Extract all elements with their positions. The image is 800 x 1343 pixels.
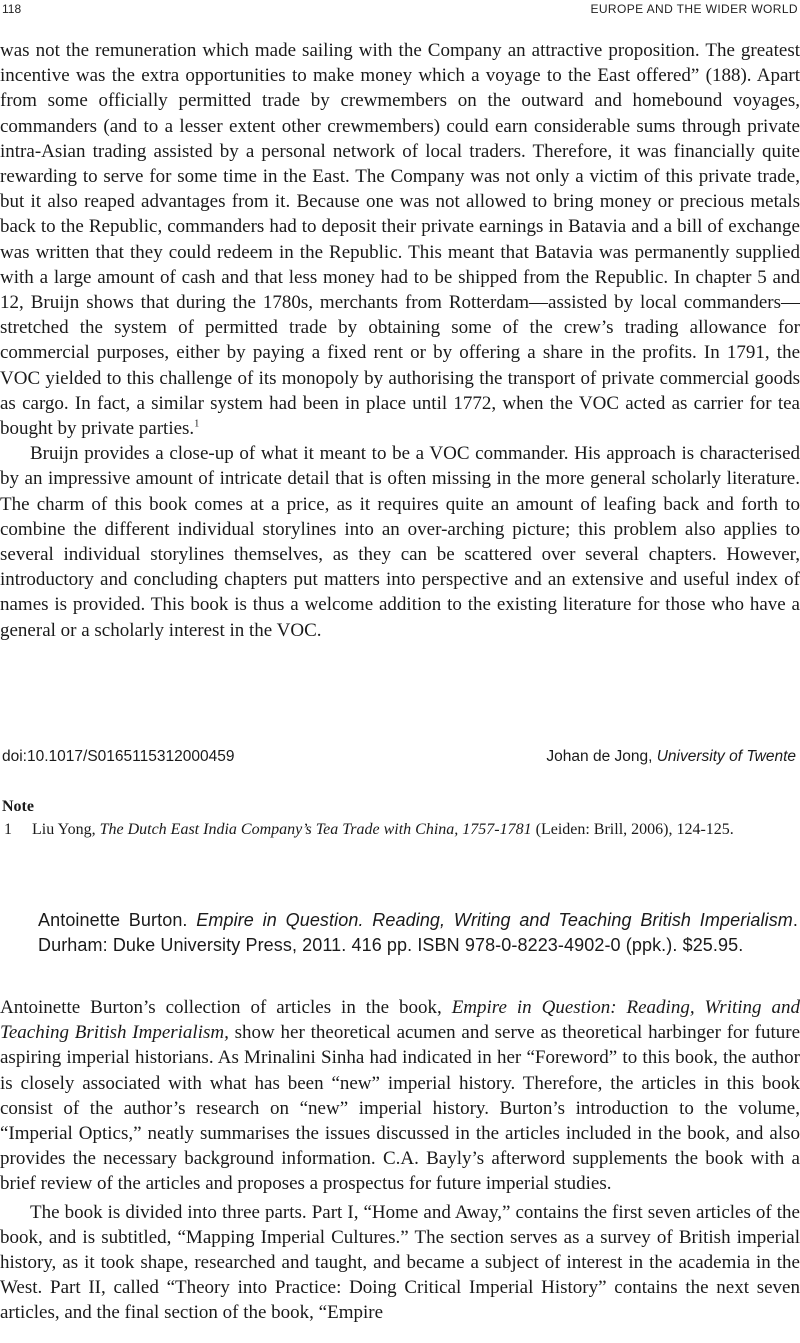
review-2-body <box>0 995 800 1326</box>
review-2-paragraph-1 <box>0 995 800 1197</box>
notes-section <box>0 796 800 841</box>
review-2-citation <box>38 908 798 958</box>
review-1-paragraph-2: Bruijn provides a close-up of what it meant to be a VOC commander. His approach is characterised by an impressive amount of intricate detail that is often missing in the more general scholarly literature. The charm of this book comes at a price, as it requires quite an amount of leafing back and forth to combine the different individual storylines into an over-arching picture; this problem also applies to several individual storylines themselves, as they can be scattered over several chapters. However, introductory and concluding chapters put matters into perspective and an extensive and useful index of names is provided. This book is thus a welcome addition to the existing literature for those who have a general or a scholarly interest in the VOC. <box>0 443 800 641</box>
book-title: Empire in Question. Reading, Writing and Teaching British Imperialism <box>196 910 793 930</box>
reviewer-affiliation: University of Twente <box>656 748 796 765</box>
review-1-paragraph-1 <box>0 38 800 441</box>
review-1-signature <box>0 748 800 770</box>
review-1-body <box>0 38 800 643</box>
page-number: 118 <box>2 2 22 16</box>
note-item <box>0 819 800 841</box>
book-publication: . Durham: Duke University Press, 2011. 416 pp. ISBN 978-0-8223-4902-0 (ppk.). $25.95. <box>38 910 799 955</box>
running-head: EUROPE AND THE WIDER WORLD <box>590 2 798 16</box>
note-details: (Leiden: Brill, 2006), 124-125. <box>535 821 734 838</box>
doi-link[interactable]: doi:10.1017/S0165115312000459 <box>2 748 235 765</box>
notes-heading: Note <box>2 798 34 815</box>
review-2-paragraph-2: The book is divided into three parts. Part I, “Home and Away,” contains the first seven articles of the book, and is subtitled, “Mapping Imperial Cultures.” The section serves as a survey of British imperial history, as it took shape, researched and taught, and became a subject of interest in the academia in the West. Part II, called “Theory into Practice: Doing Critical Imperial History” contains the next seven articles, and the final section of the book, “Empire <box>0 1201 800 1324</box>
reviewer-credit <box>546 748 796 766</box>
note-title: The Dutch East India Company’s Tea Trade with China, 1757-1781 <box>99 821 532 838</box>
book-author: Antoinette Burton. <box>38 910 188 930</box>
review-1-paragraph-1-text: was not the remuneration which made sailing with the Company an attractive proposition. The greatest incentive was the extra opportunities to make money which a voyage to the East offered” (188). Apart from some officially permitted trade by crewmembers on the outward and homebound voyages, commanders (and to a lesser extent other crewmembers) could earn considerable sums through private intra-Asian trading assisted by a personal network of local traders. Therefore, it was financially quite rewarding to serve for some time in the East. The Company was not only a victim of this private trade, but it also reaped advantages from it. Because one was not allowed to bring money or precious metals back to the Republic, commanders had to deposit their private earnings in Batavia and a bill of exchange was written that they could redeem in the Republic. This meant that Batavia was permanently supplied with a large amount of cash and that less money had to be shipped from the Republic. In chapter 5 and 12, Bruijn shows that during the 1780s, merchants from Rotterdam—assisted by local commanders—stretched the system of permitted trade by obtaining some of the crew’s trading allowance for commercial purposes, either by paying a fixed rent or by offering a share in the profits. In 1791, the VOC yielded to this challenge of its monopoly by authorising the transport of private commercial goods as cargo. In fact, a similar system had been in place until 1772, when the VOC acted as carrier for tea bought by private parties. <box>0 40 800 440</box>
review-2-paragraph-1-rest: show her theoretical acumen and serve as theoretical harbinger for future aspiring imperial historians. As Mrinalini Sinha had indicated in her “Foreword” to this book, the author is closely associated with what has been “new” imperial history. Therefore, the articles in this book consist of the author’s research on “new” imperial history. Burton’s introduction to the volume, “Imperial Optics,” neatly summarises the issues discussed in the articles included in the book, and also provides the necessary background information. C.A. Bayly’s afterword supplements the book with a brief review of the articles and proposes a prospectus for future imperial studies. <box>0 1022 800 1195</box>
review-2-inline-title: Empire in Question: Reading, Writing and Teaching British Imperialism, <box>0 997 800 1044</box>
note-number: 1 <box>4 821 12 838</box>
page-header <box>0 0 800 22</box>
review-2-paragraph-1-start: Antoinette Burton’s collection of articles in the book, <box>0 997 442 1018</box>
footnote-reference[interactable]: 1 <box>194 418 200 430</box>
note-author: Liu Yong, <box>32 821 96 838</box>
reviewer-name: Johan de Jong, <box>546 748 653 765</box>
